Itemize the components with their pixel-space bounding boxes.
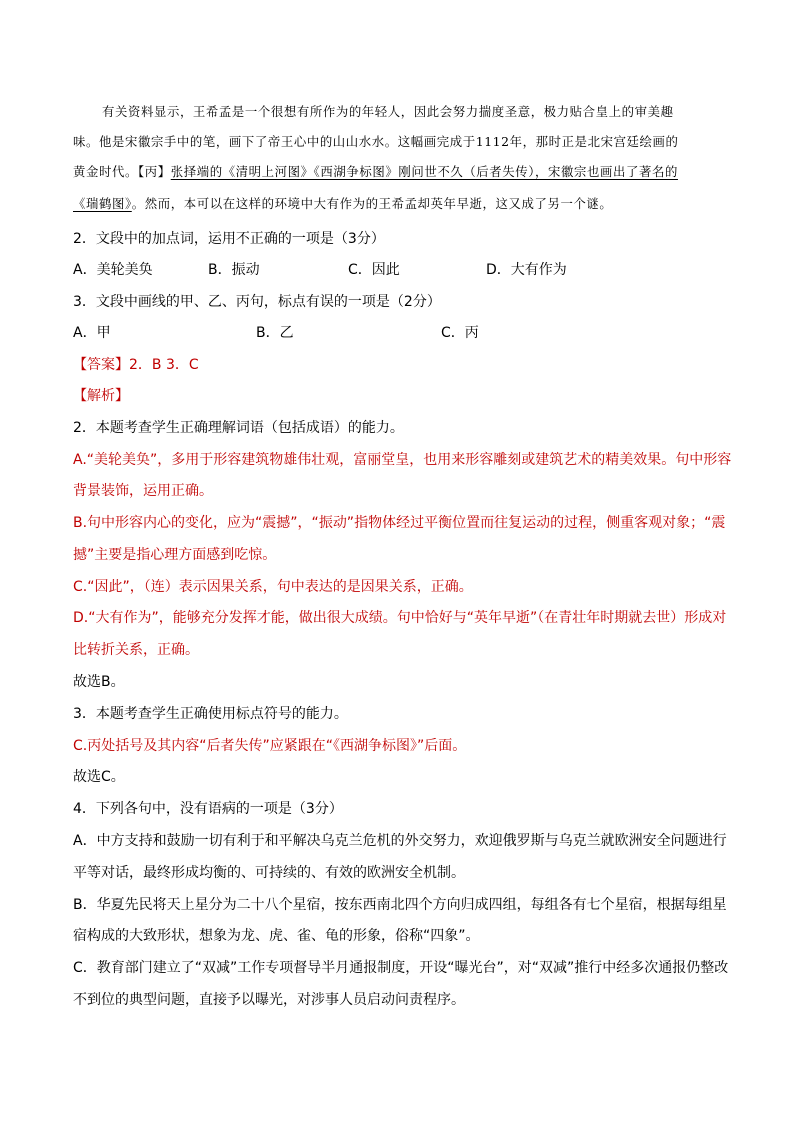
q2-option-a: A．美轮美奂 [73,262,153,278]
answer-text: 2．B 3．C [129,357,199,373]
analysis-q3-head: 3．本题考查学生正确使用标点符号的能力。 [73,706,348,722]
q4-stem: 4．下列各句中，没有语病的一项是（3分） [73,801,343,817]
passage-line-3 [73,162,678,182]
passage-line-4-rest: 。然而，本可以在这样的环境中大有作为的王希孟却英年早逝，这又成了另一个谜。 [131,196,613,211]
passage-underlined-title: 《瑞鹤图》 [73,196,132,211]
q2-stem: 2．文段中的加点词，运用不正确的一项是（3分） [73,231,385,247]
answer-line [73,355,199,375]
analysis-tag: 【解析】 [73,388,129,404]
analysis-q3-choice: 故选C。 [73,769,125,785]
analysis-a-line-2: 背景装饰，运用正确。 [73,483,213,499]
analysis-a-line-1: A.“美轮美奂”，多用于形容建筑物雄伟壮观，富丽堂皇，也用来形容雕刻或建筑艺术的精美效果。句中形容 [73,452,732,468]
analysis-q3-c-line: C.丙处括号及其内容“后者失传”应紧跟在“《西湖争标图》”后面。 [73,738,467,754]
analysis-b-line-1: B.句中形容内心的变化，应为“震撼”，“振动”指物体经过平衡位置而往复运动的过程，侧重客观对象；“震 [73,515,726,531]
answer-tag: 【答案】 [73,357,129,373]
analysis-b-line-2: 撼”主要是指心理方面感到吃惊。 [73,547,277,563]
analysis-q2-head: 2．本题考查学生正确理解词语（包括成语）的能力。 [73,420,404,436]
q4-option-c-line-1: C．教育部门建立了“双减”工作专项督导半月通报制度，开设“曝光台”，对“双减”推行中经多次通报仍整改 [73,960,729,976]
q4-option-b-line-2: 宿构成的大致形状，想象为龙、虎、雀、龟的形象，俗称“四象”。 [73,928,480,944]
q2-option-d: D．大有作为 [486,262,567,278]
q4-option-a-line-1: A．中方支持和鼓励一切有利于和平解决乌克兰危机的外交努力，欢迎俄罗斯与乌克兰就欧洲安全问题进行 [73,833,727,849]
q4-option-a-line-2: 平等对话，最终形成均衡的、可持续的、有效的欧洲安全机制。 [73,865,465,881]
analysis-d-line-1: D.“大有作为”，能够充分发挥才能，做出很大成绩。句中恰好与“英年早逝”（在青壮年时期就去世）形成对 [73,610,727,626]
q4-option-b-line-1: B．华夏先民将天上星分为二十八个星宿，按东西南北四个方向归成四组，每组各有七个星宿，根据每组星 [73,897,727,913]
analysis-d-line-2: 比转折关系，正确。 [73,642,199,658]
q2-option-b: B．振动 [208,262,260,278]
analysis-c-line: C.“因此”，（连）表示因果关系，句中表达的是因果关系，正确。 [73,579,473,595]
passage-tag-bing: 黄金时代。【丙】 [73,164,171,179]
q4-option-c-line-2: 不到位的典型问题，直接予以曝光，对涉事人员启动问责程序。 [73,992,465,1008]
q3-option-b: B．乙 [256,325,294,341]
passage-line-2: 味。他是宋徽宗手中的笔，画下了帝王心中的山山水水。这幅画完成于1112年，那时正是北宋宫廷绘画的 [73,134,679,149]
q3-stem: 3．文段中画线的甲、乙、丙句，标点有误的一项是（2分） [73,294,441,310]
analysis-q2-choice: 故选B。 [73,674,125,690]
q3-option-c: C．丙 [441,325,479,341]
passage-line-1: 有关资料显示，王希孟是一个很想有所作为的年轻人，因此会努力揣度圣意，极力贴合皇上的审美趣 [102,104,674,119]
q3-option-a: A．甲 [73,325,111,341]
passage-underlined-sentence: 张择端的《清明上河图》《西湖争标图》刚问世不久（后者失传），宋徽宗也画出了著名的 [170,164,678,179]
passage-line-4 [73,194,612,214]
q2-option-c: C．因此 [348,262,400,278]
